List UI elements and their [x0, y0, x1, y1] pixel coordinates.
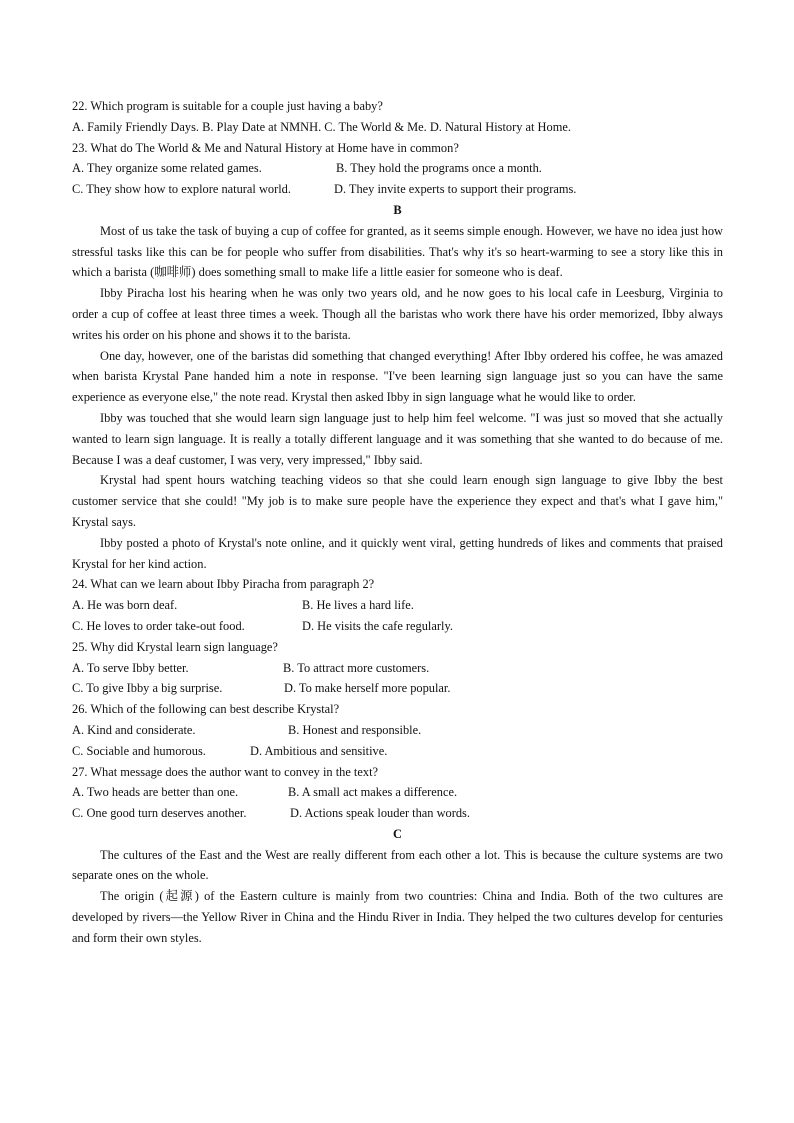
question-27: 27. What message does the author want to convey in the text?: [72, 764, 379, 779]
option-c: C. They show how to explore natural world.: [72, 182, 291, 197]
section-b-paragraph-5: Krystal had spent hours watching teaching videos so that she could learn enough sign language to give Ibby the best customer service that she could! "My job is to make sure people have the experience they expect and that's what I gave him," Krystal says.: [72, 473, 723, 529]
section-b-paragraph-6: Ibby posted a photo of Krystal's note online, and it quickly went viral, getting hundreds of likes and comments that praised Krystal for her kind action.: [72, 535, 723, 571]
section-b-heading: B: [393, 202, 402, 217]
option-a: A. He was born deaf.: [72, 598, 178, 613]
option-b: B. He lives a hard life.: [302, 598, 414, 613]
question-24: 24. What can we learn about Ibby Piracha from paragraph 2?: [72, 577, 375, 592]
question-27-options-row-1: [72, 782, 723, 803]
option-c: C. Sociable and humorous.: [72, 743, 206, 758]
question-26-options-row-1: [72, 720, 723, 741]
section-b-paragraph-3: One day, however, one of the baristas did something that changed everything! After Ibby ordered his coffee, he was amazed when barista Krystal Pane handed him a note in response. "I've been learning sign language just so you can have the same experience as everyone else," the note read. Krystal then asked Ibby in sign language what he would like to order.: [72, 348, 723, 405]
section-b-paragraph-4: Ibby was touched that she would learn sign language just to help him feel welcome. "I was just so moved that she actually wanted to learn sign language. It is really a totally different language and it was something that she wanted to do because of me. Because I was a deaf customer, I was very, very impressed," Ibby said.: [72, 410, 723, 467]
option-c: C. One good turn deserves another.: [72, 806, 247, 821]
question-27-options-row-2: [72, 803, 723, 824]
question-22: 22. Which program is suitable for a couple just having a baby?: [72, 99, 383, 113]
option-d: D. To make herself more popular.: [284, 681, 451, 696]
option-b: B. They hold the programs once a month.: [336, 161, 542, 176]
question-25-options-row-1: [72, 658, 723, 679]
question-22-options: A. Family Friendly Days. B. Play Date at NMNH. C. The World & Me. D. Natural History at Home.: [72, 119, 571, 134]
option-a: A. Kind and considerate.: [72, 722, 196, 737]
option-a: A. Two heads are better than one.: [72, 785, 239, 800]
question-23-options-row-1: [72, 158, 723, 179]
option-c: C. To give Ibby a big surprise.: [72, 681, 223, 696]
section-b-paragraph-1: Most of us take the task of buying a cup of coffee for granted, as it seems simple enough. However, we have no idea just how stressful tasks like this can be for people who suffer from disabilities. That's why it's so heart-warming to see a story like this in which a barista (咖啡师) does something small to make life a little easier for someone who is deaf.: [72, 223, 723, 280]
section-b-paragraph-2: Ibby Piracha lost his hearing when he was only two years old, and he now goes to his local cafe in Leesburg, Virginia to order a cup of coffee at least three times a week. Though all the baristas who work there have his order memorized, Ibby always writes his order on his phone and shows it to the barista.: [72, 286, 723, 342]
section-c-heading: C: [393, 826, 402, 841]
question-23-options-row-2: [72, 179, 723, 200]
option-d: D. Actions speak louder than words.: [290, 806, 470, 821]
option-a: A. They organize some related games.: [72, 161, 262, 176]
section-c-paragraph-1: The cultures of the East and the West are really different from each other a lot. This is because the culture systems are two separate ones on the whole.: [72, 847, 723, 883]
question-26-options-row-2: [72, 741, 723, 762]
option-d: D. He visits the cafe regularly.: [302, 618, 453, 633]
question-25: 25. Why did Krystal learn sign language?: [72, 639, 278, 654]
option-a: A. To serve Ibby better.: [72, 660, 189, 675]
option-d: D. They invite experts to support their programs.: [334, 182, 577, 197]
option-c: C. He loves to order take-out food.: [72, 618, 245, 633]
section-c-paragraph-2: The origin (起源) of the Eastern culture is mainly from two countries: China and India. Both of the two cultures are developed by rivers—the Yellow River in China and the Hindu River in India. They helped the two cultures develop for centuries and form their own styles.: [72, 889, 723, 945]
question-23: 23. What do The World & Me and Natural History at Home have in common?: [72, 140, 459, 155]
question-25-options-row-2: [72, 678, 723, 699]
option-b: B. A small act makes a difference.: [288, 785, 458, 800]
option-d: D. Ambitious and sensitive.: [250, 743, 388, 758]
question-24-options-row-1: [72, 595, 723, 616]
option-b: B. To attract more customers.: [283, 660, 430, 675]
question-24-options-row-2: [72, 616, 723, 637]
question-26: 26. Which of the following can best describe Krystal?: [72, 702, 340, 717]
option-b: B. Honest and responsible.: [288, 722, 422, 737]
exam-page: [72, 96, 723, 949]
